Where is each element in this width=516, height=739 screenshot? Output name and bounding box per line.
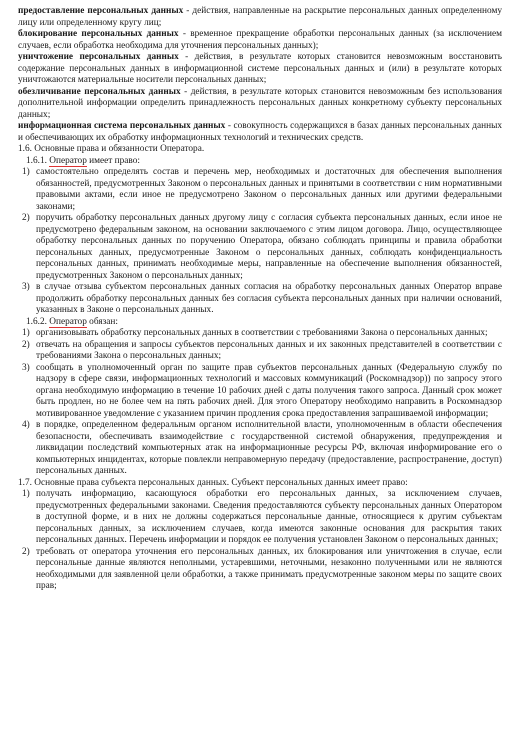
list-item <box>18 489 502 547</box>
heading-suffix: имеет право: <box>86 155 140 166</box>
list-text: требовать от оператора уточнения его персональных данных, их блокирования или уничтожения в случае, если персональные данные являются неполными, устаревшими, неточными, незаконно полученными или не являются необходимыми для заявленной цели обработки, а также принимать предусмотренные законом меры по защите своих прав; <box>36 546 502 591</box>
definition-paragraph <box>18 6 502 29</box>
list-item <box>18 420 502 478</box>
list-item <box>18 213 502 282</box>
subject-rights-list <box>18 489 502 593</box>
list-text: в порядке, определенном федеральным органом исполнительной власти, уполномоченным в области обеспечения безопасности, обеспечивать взаимодействие с государственной системой обнаружения, предупреждения и ликвидации последствий компьютерных атак на информационные ресурсы РФ, включая информирование его о компьютерных инцидентах, которые повлекли неправомерную передачу (предоставление, распространение, доступ) персональных данных. <box>36 420 502 476</box>
section-number: 1.6.2. <box>26 316 50 327</box>
definition-paragraph <box>18 52 502 87</box>
operator-rights-list <box>18 167 502 317</box>
list-text: сообщать в уполномоченный орган по защите прав субъектов персональных данных (Федеральную службу по надзору в сфере связи, информационных технологий и массовых коммуникаций (Роскомнадзор)) по запросу этого органа необходимую информацию в течение 10 рабочих дней с даты получения такого запроса. Данный срок может быть продлен, но не более чем на пять рабочих дней. Для этого Оператору необходимо направить в Роскомнадзор мотивированное уведомление с указанием причин продления срока предоставления запрашиваемой информации; <box>36 362 502 419</box>
operator-duties-list <box>18 328 502 478</box>
list-text: отвечать на обращения и запросы субъектов персональных данных и их законных представителей в соответствии с требованиями Закона о персональных данных; <box>36 339 502 361</box>
definition-paragraph <box>18 121 502 144</box>
definition-text: - действия, в результате которых становится невозможным восстановить содержание персональных данных в информационной системе персональных данных и (или) в результате которых уничтожаются материальные носители персональных данных; <box>18 52 502 85</box>
definition-term: обезличивание персональных данных <box>18 86 181 97</box>
section-1-7-title: 1.7. Основные права субъекта персональных данных. Субъект персональных данных имеет право: <box>18 477 408 488</box>
list-number: 2) <box>22 546 30 557</box>
list-number: 3) <box>22 282 30 292</box>
list-text: поручить обработку персональных данных другому лицу с согласия субъекта персональных данных, если иное не предусмотрено федеральным законом, на основании заключаемого с этим лицом договора. Лицо, осуществляющее обработку персональных данных по поручению Оператора, обязано соблюдать принципы и правила обработки персональных данных, предусмотренные Законом о персональных данных, соблюдать конфиденциальность персональных данных, принимать необходимые меры, направленные на обеспечение выполнения обязанностей, предусмотренных Законом о персональных данных; <box>36 213 502 281</box>
section-number: 1.6.1. <box>26 155 50 166</box>
list-item <box>18 328 502 340</box>
list-number: 1) <box>22 489 30 499</box>
underlined-word: Оператор <box>49 155 87 166</box>
list-text: самостоятельно определять состав и перечень мер, необходимых и достаточных для обеспечения выполнения обязанностей, предусмотренных Законом о персональных данных и принятыми в соответствии с ним нормативными правовыми актами, если иное не предусмотрено Законом о персональных данных или другими федеральными законами; <box>36 167 502 212</box>
section-1-6-2-heading <box>18 317 502 329</box>
definition-term: информационная система персональных данных <box>18 121 226 131</box>
list-item <box>18 340 502 363</box>
list-number: 3) <box>22 362 30 373</box>
definition-term: блокирование персональных данных <box>18 29 179 39</box>
list-item <box>18 167 502 213</box>
definitions-block <box>18 6 502 144</box>
section-1-6-title: 1.6. Основные права и обязанности Оператора. <box>18 144 205 154</box>
definition-term: предоставление персональных данных <box>18 6 184 16</box>
heading-suffix: обязан: <box>86 316 118 327</box>
definition-text: - совокупность содержащихся в базах данных персональных данных и обеспечивающих их обработку информационных технологий и технических средств. <box>18 121 502 143</box>
list-number: 1) <box>22 167 30 177</box>
list-text: в случае отзыва субъектом персональных данных согласия на обработку персональных данных Оператор вправе продолжить обработку персональных данных без согласия субъекта персональных данных при наличии оснований, указанных в Законе о персональных данных. <box>36 282 502 315</box>
list-item <box>18 363 502 421</box>
definition-text: - действия, направленные на раскрытие персональных данных определенному лицу или определенному кругу лиц; <box>18 6 502 28</box>
definition-text: - временное прекращение обработки персональных данных (за исключением случаев, если обработка необходима для уточнения персональных данных); <box>18 29 502 51</box>
list-text: получать информацию, касающуюся обработки его персональных данных, за исключением случаев, предусмотренных федеральными законами. Сведения предоставляются субъекту персональных данных Оператором в доступной форме, и в них не должны содержаться персональные данные, относящиеся к другим субъектам персональных данных, за исключением случаев, когда имеются законные основания для раскрытия таких персональных данных. Перечень информации и порядок ее получения установлен Законом о персональных данных; <box>36 489 502 545</box>
definition-paragraph <box>18 29 502 52</box>
list-number: 2) <box>22 213 30 223</box>
underlined-word: Оператор <box>49 316 87 327</box>
definition-paragraph <box>18 87 502 122</box>
list-item <box>18 282 502 317</box>
list-number: 4) <box>22 420 30 430</box>
list-number: 1) <box>22 328 30 338</box>
list-text: организовывать обработку персональных данных в соответствии с требованиями Закона о персональных данных; <box>36 328 488 338</box>
definition-text: - действия, в результате которых становится невозможным без использования дополнительной информации определить принадлежность персональных данных конкретному субъекту персональных данных; <box>18 86 502 120</box>
list-number: 2) <box>22 339 30 350</box>
section-1-6-1-heading <box>18 156 502 168</box>
list-item <box>18 547 502 593</box>
definition-term: уничтожение персональных данных <box>18 52 179 62</box>
